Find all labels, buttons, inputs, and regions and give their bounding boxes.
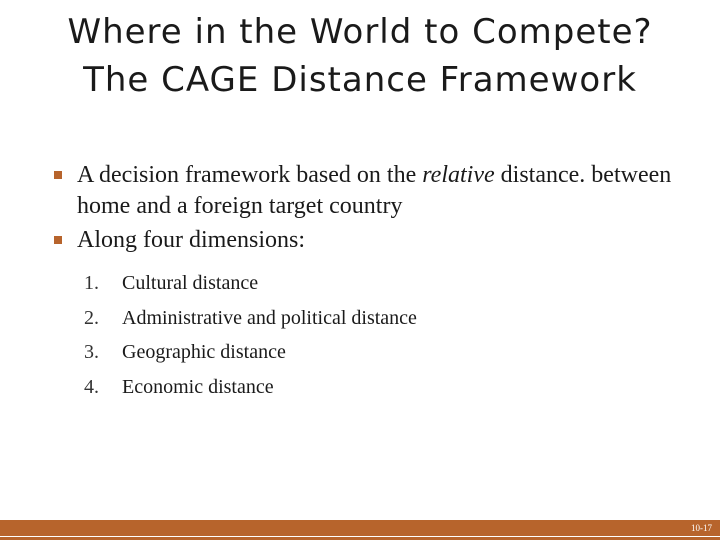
bullet-text-emphasis: relative — [422, 162, 495, 188]
list-item — [84, 370, 692, 405]
title-line-1: Where in the World to Compete? — [67, 12, 653, 52]
square-bullet-icon — [54, 236, 62, 244]
square-bullet-icon — [54, 171, 62, 179]
bullet-text: Along four dimensions: — [77, 227, 305, 253]
footer-bar — [0, 520, 720, 536]
list-text: Cultural distance — [122, 272, 259, 294]
list-number: 3. — [84, 341, 99, 363]
dimensions-list — [52, 266, 692, 404]
bullet-text-start: A decision framework based on the — [77, 162, 423, 188]
list-item — [84, 266, 692, 301]
slide-number: 10-17 — [691, 523, 712, 533]
list-text: Economic distance — [122, 375, 274, 398]
list-text: Geographic distance — [122, 341, 286, 363]
bullet-item — [52, 160, 692, 222]
bullet-text-end: distance. between home and a foreign target country — [77, 162, 672, 219]
list-item — [84, 335, 692, 370]
title-line-2: The CAGE Distance Framework — [83, 60, 637, 100]
list-text: Administrative and political distance — [122, 306, 417, 329]
slide-body — [52, 160, 692, 404]
slide-title — [0, 8, 720, 104]
list-number: 1. — [84, 272, 99, 294]
list-item — [84, 301, 692, 336]
list-number: 2. — [84, 306, 99, 329]
bullet-item — [52, 225, 692, 256]
list-number: 4. — [84, 375, 99, 398]
